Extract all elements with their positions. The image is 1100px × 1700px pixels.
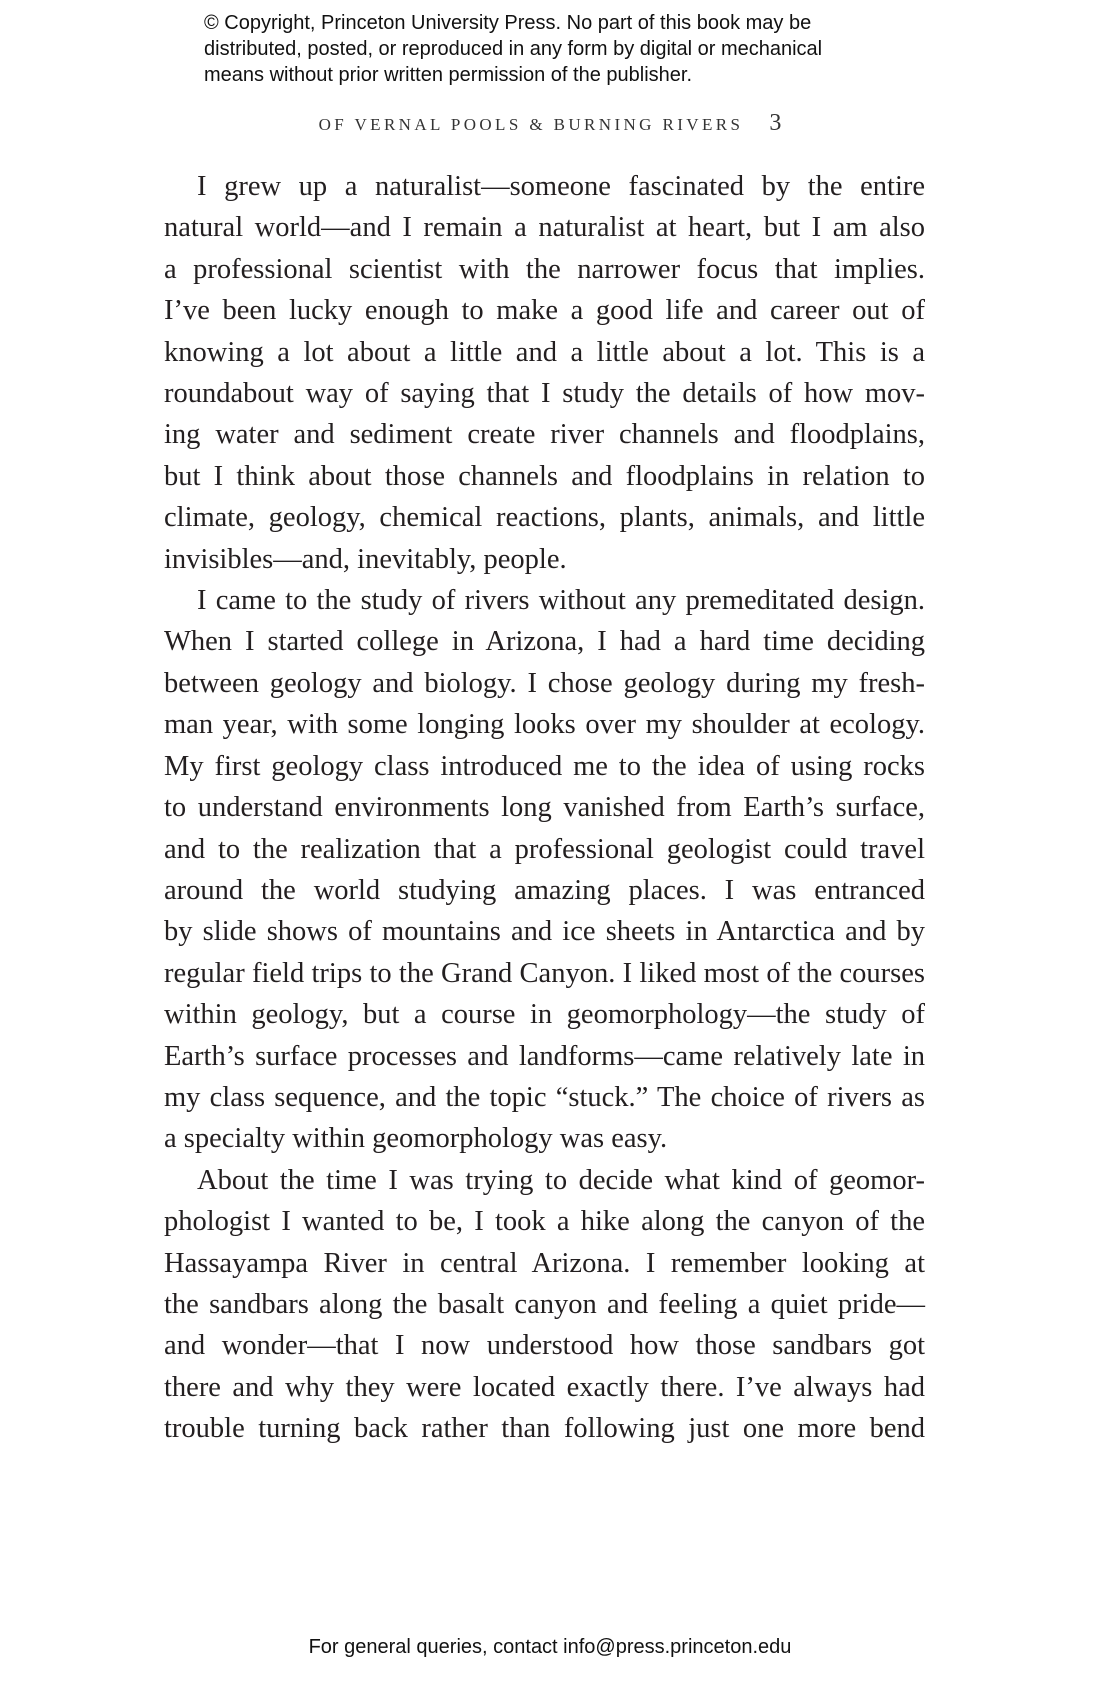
text-line: I came to the study of rivers without any premeditated design.: [197, 585, 925, 617]
text-line: between geology and biology. I chose geology during my fresh-: [164, 667, 925, 699]
text-line: I’ve been lucky enough to make a good life and career out of: [164, 295, 925, 327]
page-number: 3: [769, 110, 782, 136]
text-line: regular field trips to the Grand Canyon. I liked most of the courses: [164, 957, 925, 989]
text-line: the sandbars along the basalt canyon and feeling a quiet pride—: [164, 1288, 925, 1320]
text-line: ing water and sediment create river channels and floodplains,: [164, 419, 925, 451]
copyright-line: © Copyright, Princeton University Press. No part of this book may be: [204, 12, 812, 34]
text-line: climate, geology, chemical reactions, plants, animals, and little: [164, 502, 925, 534]
text-line: I grew up a naturalist—someone fascinated by the entire: [197, 171, 925, 202]
text-line: Earth’s surface processes and landforms—came relatively late in: [164, 1040, 925, 1072]
paragraph: [164, 580, 925, 1160]
body-text: [164, 166, 925, 1450]
running-head-title: OF VERNAL POOLS & BURNING RIVERS: [318, 115, 744, 134]
text-line: around the world studying amazing places. I was entranced: [164, 874, 925, 906]
copyright-notice: [204, 10, 924, 88]
text-line: a professional scientist with the narrower focus that implies.: [164, 253, 925, 285]
text-line: a specialty within geomorphology was easy.: [164, 1123, 668, 1155]
text-line: invisibles—and, inevitably, people.: [164, 543, 567, 575]
paragraph: [164, 166, 925, 580]
text-line: there and why they were located exactly there. I’ve always had: [164, 1371, 925, 1403]
text-line: by slide shows of mountains and ice sheets in Antarctica and by: [164, 916, 925, 948]
text-line: phologist I wanted to be, I took a hike along the canyon of the: [164, 1206, 925, 1238]
text-line: knowing a lot about a little and a little about a lot. This is a: [164, 336, 925, 368]
text-line: my class sequence, and the topic “stuck.” The choice of rivers as: [164, 1081, 925, 1113]
text-line: to understand environments long vanished from Earth’s surface,: [164, 792, 925, 824]
text-line: natural world—and I remain a naturalist at heart, but I am also: [164, 212, 925, 244]
running-head: [0, 110, 1100, 137]
text-line: but I think about those channels and floodplains in relation to: [164, 460, 925, 492]
text-line: My first geology class introduced me to the idea of using rocks: [164, 750, 925, 782]
text-line: within geology, but a course in geomorphology—the study of: [164, 999, 925, 1031]
copyright-line: means without prior written permission of the publisher.: [204, 64, 693, 86]
text-line: and wonder—that I now understood how those sandbars got: [164, 1330, 925, 1362]
paragraph: [164, 1160, 925, 1450]
text-line: and to the realization that a professional geologist could travel: [164, 833, 925, 865]
text-line: Hassayampa River in central Arizona. I remember looking at: [164, 1247, 925, 1279]
text-line: trouble turning back rather than following just one more bend: [164, 1413, 925, 1445]
text-line: When I started college in Arizona, I had a hard time deciding: [164, 626, 925, 658]
footer-contact: For general queries, contact info@press.princeton.edu: [308, 1636, 792, 1658]
text-line: roundabout way of saying that I study the details of how mov-: [164, 378, 925, 410]
text-line: man year, with some longing looks over my shoulder at ecology.: [164, 709, 925, 741]
copyright-line: distributed, posted, or reproduced in any form by digital or mechanical: [204, 38, 823, 60]
text-line: About the time I was trying to decide what kind of geomor-: [197, 1164, 925, 1196]
